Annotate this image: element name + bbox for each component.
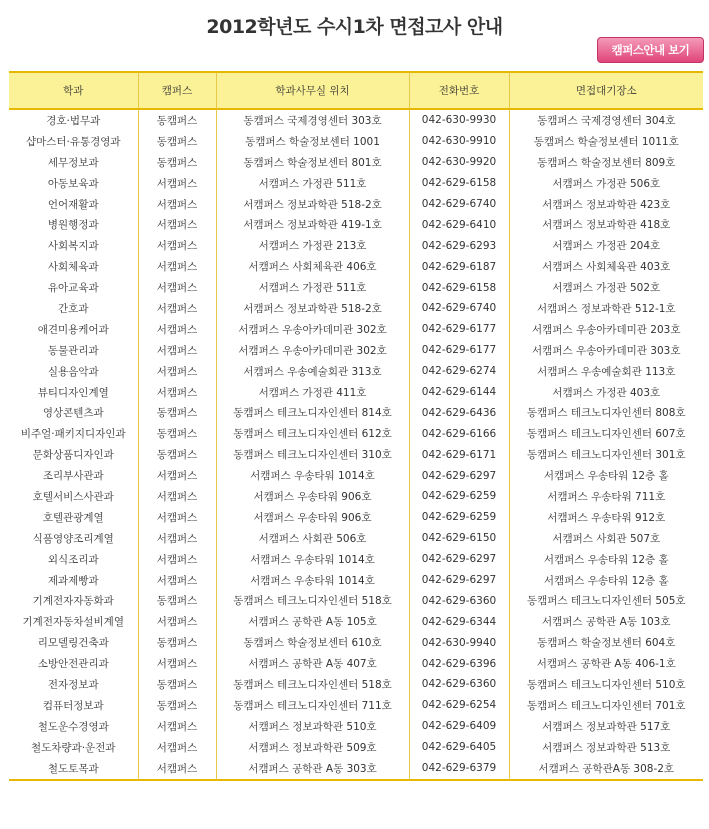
cell-office-location: 서캠퍼스 우송타워 906호 <box>216 486 409 507</box>
cell-office-location: 동캠퍼스 학술정보센터 610호 <box>216 632 409 653</box>
cell-campus: 서캠퍼스 <box>138 173 216 194</box>
cell-waiting-room: 서캠퍼스 우송타워 12층 홀 <box>509 549 703 570</box>
cell-office-location: 서캠퍼스 가정관 411호 <box>216 382 409 403</box>
cell-department: 샵마스터·유통경영과 <box>25 135 121 148</box>
cell-waiting-room: 서캠퍼스 정보과학관 517호 <box>509 716 703 737</box>
cell-phone: 042-629-6187 <box>409 256 509 277</box>
cell-office-location: 서캠퍼스 우송타워 1014호 <box>216 549 409 570</box>
cell-campus: 서캠퍼스 <box>138 214 216 235</box>
table-row <box>9 674 703 695</box>
cell-phone: 042-629-6254 <box>409 695 509 716</box>
cell-office-location: 서캠퍼스 정보과학관 509호 <box>216 737 409 758</box>
cell-campus: 서캠퍼스 <box>138 653 216 674</box>
cell-phone: 042-629-6166 <box>409 423 509 444</box>
cell-waiting-room: 동캠퍼스 국제경영센터 304호 <box>509 109 703 131</box>
table-row <box>9 737 703 758</box>
cell-waiting-room: 서캠퍼스 가정관 506호 <box>509 173 703 194</box>
cell-department: 호텔관광계열 <box>42 511 104 524</box>
table-row <box>9 152 703 173</box>
cell-campus: 서캠퍼스 <box>138 235 216 256</box>
cell-waiting-room: 서캠퍼스 우송타워 12층 홀 <box>509 465 703 486</box>
cell-department: 사회체육과 <box>47 261 99 274</box>
cell-waiting-room: 동캠퍼스 테크노디자인센터 301호 <box>509 444 703 465</box>
cell-department: 컴퓨터정보과 <box>42 699 104 712</box>
cell-waiting-room: 서캠퍼스 공학관 A동 406-1호 <box>509 653 703 674</box>
cell-waiting-room: 서캠퍼스 우송아카데미관 203호 <box>509 319 703 340</box>
cell-department: 호텔서비스사관과 <box>32 490 114 503</box>
table-row <box>9 758 703 780</box>
cell-campus: 동캠퍼스 <box>138 590 216 611</box>
table-row <box>9 695 703 716</box>
cell-office-location: 서캠퍼스 가정관 511호 <box>216 173 409 194</box>
cell-campus: 서캠퍼스 <box>138 382 216 403</box>
cell-department: 사회복지과 <box>47 240 99 253</box>
cell-waiting-room: 동캠퍼스 테크노디자인센터 607호 <box>509 423 703 444</box>
cell-phone: 042-629-6158 <box>409 277 509 298</box>
cell-campus: 동캠퍼스 <box>138 444 216 465</box>
cell-office-location: 서캠퍼스 공학관 A동 105호 <box>216 611 409 632</box>
table-row <box>9 361 703 382</box>
cell-department: 소방안전관리과 <box>37 658 109 671</box>
cell-phone: 042-630-9910 <box>409 131 509 152</box>
table-row <box>9 716 703 737</box>
cell-campus: 동캠퍼스 <box>138 131 216 152</box>
table-row <box>9 340 703 361</box>
cell-campus: 서캠퍼스 <box>138 549 216 570</box>
cell-waiting-room: 서캠퍼스 정보과학관 512-1호 <box>509 298 703 319</box>
page-title: 2012학년도 수시1차 면접고사 안내 <box>206 16 503 38</box>
cell-waiting-room: 서캠퍼스 사회체육관 403호 <box>509 256 703 277</box>
cell-office-location: 동캠퍼스 테크노디자인센터 518호 <box>216 590 409 611</box>
cell-office-location: 서캠퍼스 사회체육관 406호 <box>216 256 409 277</box>
table-row <box>9 235 703 256</box>
cell-waiting-room: 동캠퍼스 테크노디자인센터 505호 <box>509 590 703 611</box>
table-row <box>9 486 703 507</box>
table-row <box>9 109 703 131</box>
cell-office-location: 서캠퍼스 공학관 A동 407호 <box>216 653 409 674</box>
table-row <box>9 298 703 319</box>
table-row <box>9 465 703 486</box>
cell-waiting-room: 서캠퍼스 우송타워 12층 홀 <box>509 570 703 591</box>
table-row <box>9 632 703 653</box>
header-department: 학과 <box>9 72 138 109</box>
header-campus: 캠퍼스 <box>138 72 216 109</box>
cell-phone: 042-629-6405 <box>409 737 509 758</box>
cell-campus: 서캠퍼스 <box>138 194 216 215</box>
table-row <box>9 507 703 528</box>
cell-campus: 서캠퍼스 <box>138 507 216 528</box>
header-phone: 전화번호 <box>409 72 509 109</box>
table-row <box>9 256 703 277</box>
cell-waiting-room: 서캠퍼스 사회관 507호 <box>509 528 703 549</box>
cell-phone: 042-629-6360 <box>409 590 509 611</box>
cell-department: 기계전자동차설비계열 <box>22 616 124 629</box>
cell-phone: 042-629-6297 <box>409 549 509 570</box>
cell-department: 리모델링건축과 <box>37 637 109 650</box>
campus-guide-button[interactable]: 캠퍼스안내 보기 <box>597 37 704 63</box>
cell-waiting-room: 서캠퍼스 우송타워 711호 <box>509 486 703 507</box>
cell-campus: 서캠퍼스 <box>138 758 216 780</box>
cell-phone: 042-629-6274 <box>409 361 509 382</box>
table-row <box>9 194 703 215</box>
table-row <box>9 402 703 423</box>
cell-department: 유아교육과 <box>47 282 99 295</box>
cell-waiting-room: 동캠퍼스 테크노디자인센터 701호 <box>509 695 703 716</box>
header-waiting-room: 면접대기장소 <box>509 72 703 109</box>
cell-phone: 042-629-6150 <box>409 528 509 549</box>
cell-waiting-room: 서캠퍼스 정보과학관 513호 <box>509 737 703 758</box>
cell-campus: 동캠퍼스 <box>138 402 216 423</box>
cell-campus: 서캠퍼스 <box>138 340 216 361</box>
cell-campus: 서캠퍼스 <box>138 319 216 340</box>
cell-phone: 042-629-6410 <box>409 214 509 235</box>
cell-department: 조리부사관과 <box>42 470 104 483</box>
table-row <box>9 653 703 674</box>
cell-campus: 동캠퍼스 <box>138 695 216 716</box>
cell-phone: 042-629-6436 <box>409 402 509 423</box>
table-row <box>9 611 703 632</box>
cell-waiting-room: 서캠퍼스 가정관 502호 <box>509 277 703 298</box>
cell-office-location: 서캠퍼스 우송아카데미관 302호 <box>216 340 409 361</box>
cell-department: 철도토목과 <box>9 758 138 780</box>
cell-phone: 042-629-6144 <box>409 382 509 403</box>
table-row <box>9 570 703 591</box>
cell-department: 영상콘텐츠과 <box>42 407 104 420</box>
cell-phone: 042-629-6177 <box>409 319 509 340</box>
cell-waiting-room: 동캠퍼스 테크노디자인센터 808호 <box>509 402 703 423</box>
cell-waiting-room: 동캠퍼스 학술정보센터 604호 <box>509 632 703 653</box>
table-row <box>9 549 703 570</box>
cell-phone: 042-629-6360 <box>409 674 509 695</box>
cell-office-location: 동캠퍼스 테크노디자인센터 518호 <box>216 674 409 695</box>
cell-waiting-room: 서캠퍼스 우송아카데미관 303호 <box>509 340 703 361</box>
cell-waiting-room: 서캠퍼스 가정관 204호 <box>509 235 703 256</box>
cell-phone: 042-629-6344 <box>409 611 509 632</box>
cell-department: 세무정보과 <box>47 156 99 169</box>
cell-department: 실용음악과 <box>47 365 99 378</box>
cell-department: 병원행정과 <box>47 219 99 232</box>
cell-office-location: 동캠퍼스 학술정보센터 801호 <box>216 152 409 173</box>
cell-office-location: 서캠퍼스 우송타워 1014호 <box>216 570 409 591</box>
cell-office-location: 서캠퍼스 가정관 213호 <box>216 235 409 256</box>
cell-phone: 042-629-6396 <box>409 653 509 674</box>
cell-department: 동물관리과 <box>47 344 99 357</box>
cell-campus: 서캠퍼스 <box>138 256 216 277</box>
cell-department: 문화상품디자인과 <box>32 449 114 462</box>
cell-department: 애견미용케어과 <box>37 323 109 336</box>
cell-department: 외식조리과 <box>47 553 99 566</box>
cell-waiting-room: 동캠퍼스 학술정보센터 1011호 <box>509 131 703 152</box>
cell-campus: 서캠퍼스 <box>138 716 216 737</box>
cell-campus: 동캠퍼스 <box>138 674 216 695</box>
cell-campus: 서캠퍼스 <box>138 277 216 298</box>
cell-waiting-room: 서캠퍼스 우송예술회관 113호 <box>509 361 703 382</box>
cell-office-location: 서캠퍼스 우송타워 906호 <box>216 507 409 528</box>
cell-office-location: 서캠퍼스 우송타워 1014호 <box>216 465 409 486</box>
cell-department: 전자정보과 <box>47 678 99 691</box>
table-row <box>9 277 703 298</box>
cell-department: 철도차량과·운전과 <box>31 741 116 754</box>
table-row <box>9 528 703 549</box>
cell-phone: 042-629-6297 <box>409 465 509 486</box>
cell-department: 철도운수경영과 <box>37 720 109 733</box>
cell-waiting-room: 서캠퍼스 우송타워 912호 <box>509 507 703 528</box>
cell-department: 아동보육과 <box>47 177 99 190</box>
table-row <box>9 131 703 152</box>
cell-office-location: 동캠퍼스 국제경영센터 303호 <box>216 109 409 131</box>
cell-phone: 042-630-9930 <box>409 109 509 131</box>
cell-waiting-room: 서캠퍼스 공학관 A동 103호 <box>509 611 703 632</box>
cell-phone: 042-629-6158 <box>409 173 509 194</box>
cell-office-location: 동캠퍼스 테크노디자인센터 711호 <box>216 695 409 716</box>
cell-waiting-room: 동캠퍼스 학술정보센터 809호 <box>509 152 703 173</box>
cell-phone: 042-629-6177 <box>409 340 509 361</box>
cell-department: 간호과 <box>58 302 89 315</box>
cell-campus: 서캠퍼스 <box>138 737 216 758</box>
cell-office-location: 서캠퍼스 정보과학관 419-1호 <box>216 214 409 235</box>
cell-campus: 서캠퍼스 <box>138 465 216 486</box>
cell-office-location: 동캠퍼스 테크노디자인센터 310호 <box>216 444 409 465</box>
cell-phone: 042-629-6740 <box>409 194 509 215</box>
cell-campus: 서캠퍼스 <box>138 361 216 382</box>
table-row <box>9 423 703 444</box>
cell-department: 경호·법무과 <box>46 114 101 127</box>
cell-department: 기계전자자동화과 <box>32 595 114 608</box>
cell-phone: 042-629-6297 <box>409 570 509 591</box>
cell-office-location: 서캠퍼스 가정관 511호 <box>216 277 409 298</box>
cell-campus: 동캠퍼스 <box>138 632 216 653</box>
cell-campus: 동캠퍼스 <box>138 152 216 173</box>
cell-campus: 동캠퍼스 <box>138 109 216 131</box>
table-row <box>9 173 703 194</box>
cell-phone: 042-629-6740 <box>409 298 509 319</box>
cell-office-location: 서캠퍼스 정보과학관 518-2호 <box>216 298 409 319</box>
cell-waiting-room: 서캠퍼스 가정관 403호 <box>509 382 703 403</box>
cell-office-location: 동캠퍼스 테크노디자인센터 814호 <box>216 402 409 423</box>
cell-phone: 042-629-6293 <box>409 235 509 256</box>
table-row <box>9 590 703 611</box>
cell-campus: 서캠퍼스 <box>138 611 216 632</box>
header-office-location: 학과사무실 위치 <box>216 72 409 109</box>
cell-department: 식품영양조리계열 <box>32 532 114 545</box>
cell-phone: 042-629-6171 <box>409 444 509 465</box>
cell-campus: 서캠퍼스 <box>138 486 216 507</box>
cell-office-location: 서캠퍼스 우송예술회관 313호 <box>216 361 409 382</box>
table-row <box>9 382 703 403</box>
cell-phone: 042-629-6409 <box>409 716 509 737</box>
cell-phone: 042-629-6379 <box>409 758 509 780</box>
cell-phone: 042-629-6259 <box>409 486 509 507</box>
interview-schedule-table <box>9 71 703 781</box>
table-row <box>9 319 703 340</box>
cell-office-location: 서캠퍼스 사회관 506호 <box>216 528 409 549</box>
cell-office-location: 서캠퍼스 공학관 A동 303호 <box>216 758 409 780</box>
cell-department: 비주얼·패키지디자인과 <box>20 428 126 441</box>
table-row <box>9 444 703 465</box>
cell-waiting-room: 서캠퍼스 정보과학관 423호 <box>509 194 703 215</box>
cell-office-location: 서캠퍼스 우송아카데미관 302호 <box>216 319 409 340</box>
cell-department: 언어재활과 <box>47 198 99 211</box>
table-row <box>9 214 703 235</box>
cell-waiting-room: 동캠퍼스 테크노디자인센터 510호 <box>509 674 703 695</box>
table-header-row <box>9 72 703 109</box>
cell-campus: 동캠퍼스 <box>138 423 216 444</box>
cell-office-location: 동캠퍼스 테크노디자인센터 612호 <box>216 423 409 444</box>
cell-phone: 042-630-9920 <box>409 152 509 173</box>
cell-campus: 서캠퍼스 <box>138 298 216 319</box>
cell-phone: 042-630-9940 <box>409 632 509 653</box>
cell-campus: 서캠퍼스 <box>138 570 216 591</box>
cell-phone: 042-629-6259 <box>409 507 509 528</box>
cell-department: 뷰티디자인계열 <box>37 386 109 399</box>
cell-waiting-room: 서캠퍼스 공학관A동 308-2호 <box>509 758 703 780</box>
cell-waiting-room: 서캠퍼스 정보과학관 418호 <box>509 214 703 235</box>
cell-office-location: 서캠퍼스 정보과학관 510호 <box>216 716 409 737</box>
cell-campus: 서캠퍼스 <box>138 528 216 549</box>
cell-office-location: 서캠퍼스 정보과학관 518-2호 <box>216 194 409 215</box>
cell-office-location: 동캠퍼스 학술정보센터 1001 <box>216 131 409 152</box>
cell-department: 제과제빵과 <box>47 574 99 587</box>
